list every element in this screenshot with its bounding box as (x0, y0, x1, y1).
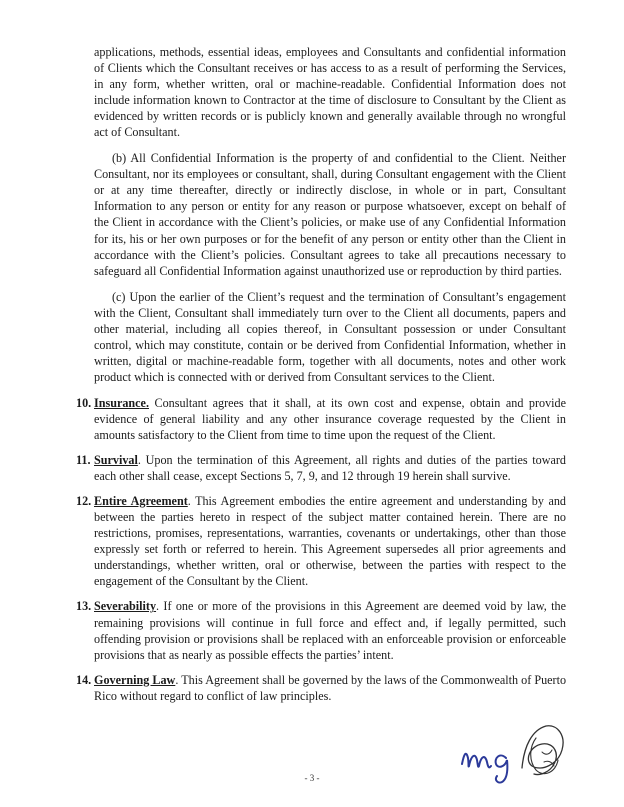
section-heading: Severability (94, 599, 157, 614)
section-heading: Insurance. (94, 395, 149, 410)
section-heading: Governing Law (94, 672, 176, 687)
section-text: . This Agreement embodies the entire agreement and understanding by and between the parties hereto in respect of the subject matter contained herein. There are no restrictions, promises, representations, warranties, covenants or undertakings, other than those expressly set forth or referred to herein. This Agreement supersedes all prior agreements and understandings, whether written, oral or otherwise, between the parties with respect to the engagement of the Consultant by the Client. (94, 494, 566, 589)
section-entire-agreement (76, 493, 566, 589)
paragraph-c: (c) Upon the earlier of the Client’s request and the termination of Consultant’s engagement with the Client, Consultant shall immediately turn over to the Client all documents, papers and other material, including all copies thereof, in Consultant possession or under Consultant control, which may constitute, contain or be derived from Confidential Information, whether in written, digital or machine-readable form, together with all documents, notes and other work product which is connected with or derived from Consultant services to the Client. (94, 289, 566, 384)
section-text: . This Agreement shall be governed by the laws of the Commonwealth of Puerto Rico without regard to conflict of law principles. (94, 672, 567, 703)
section-text: . Upon the termination of this Agreement, all rights and duties of the parties toward each other shall cease, except Sections 5, 7, 9, and 12 through 19 herein shall survive. (94, 453, 566, 484)
section-number: 14. (76, 672, 92, 687)
section-text: Consultant agrees that it shall, at its own cost and expense, obtain and provide evidence of general liability and any other insurance coverage requested by the Client in amounts satisfactory to the Client from time to time upon the request of the Client. (94, 395, 566, 443)
section-number: 11. (76, 453, 91, 468)
section-number: 13. (76, 599, 92, 614)
section-number: 12. (76, 494, 92, 509)
section-text: . If one or more of the provisions in this Agreement are deemed void by law, the remaining provisions will continue in full force and effect and, if legally permitted, such offending provision or provisions shall be replaced with an enforceable provision or enforceable provisions that as nearly as possible effects the parties’ intent. (94, 599, 566, 662)
section-survival (76, 452, 566, 484)
initials-mark (462, 754, 491, 768)
signature-tick (542, 750, 554, 766)
paragraph-b: (b) All Confidential Information is the property of and confidential to the Client. Neither Consultant, nor its employees or consultant, shall, during Consultant engagement with the Client or at any time thereafter, directly or indirectly disclose, in whole or in part, Consultant Information to any person or entity for any reason or purpose whatsoever, except on behalf of the Client in accordance with the Client’s policies, or make use of any Confidential Information for its, his or her own purposes or for the benefit of any person or entity other than the Client in accordance with the Client’s policies. Consultant agrees to take all precautions necessary to safeguard all Confidential Information against unauthorized use or reproduction by third parties. (94, 151, 566, 278)
signature-flourish (522, 726, 563, 775)
section-severability (76, 598, 566, 662)
section-number: 10. (76, 395, 92, 410)
section-governing-law (76, 672, 567, 704)
paragraph-intro: applications, methods, essential ideas, employees and Consultants and confidential information of Clients which the Consultant receives or has access to as a result of performing the Services, in any form, whether written, oral or machine-readable. Confidential Information does not include information known to Contractor at the time of disclosure to Consultant by the Client as evidenced by written records or is publicly known and generally available through no wrongful act of Consultant. (94, 45, 566, 140)
section-heading: Entire Agreement (94, 494, 188, 509)
section-insurance (76, 395, 566, 443)
page-number: - 3 - (304, 773, 320, 783)
section-heading: Survival (94, 453, 138, 468)
